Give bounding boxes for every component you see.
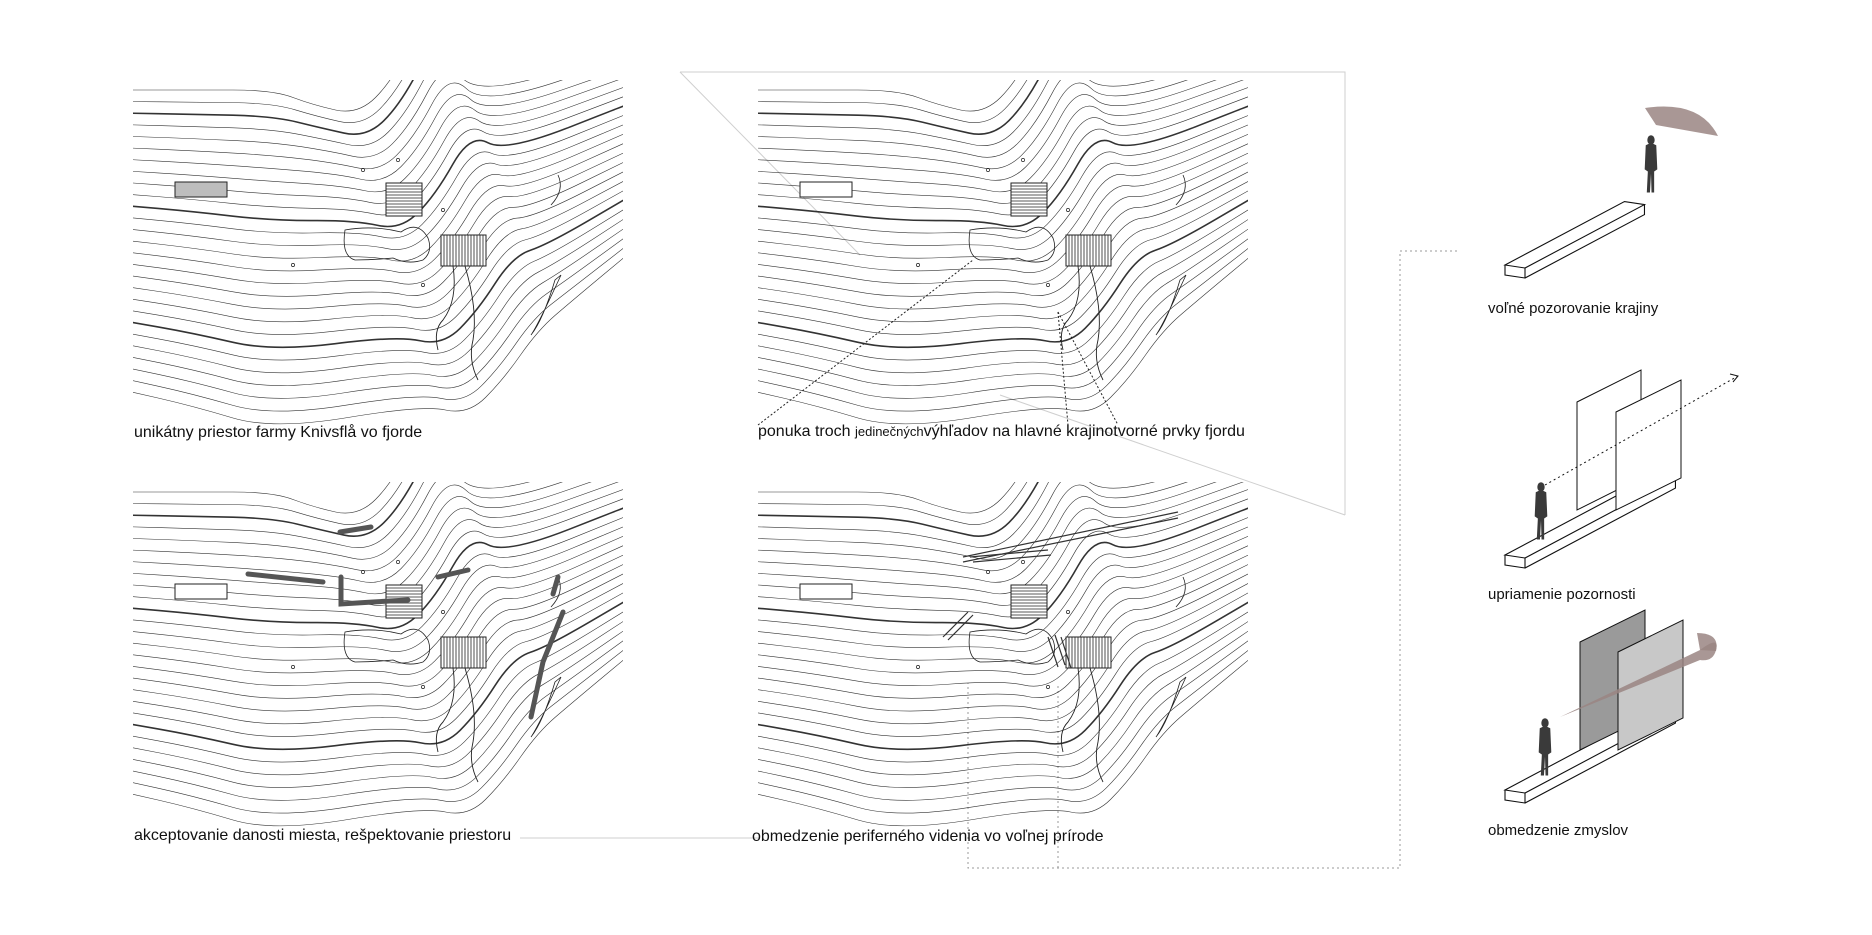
site-features bbox=[800, 158, 1186, 380]
hatched-building bbox=[1011, 585, 1047, 618]
contour-line bbox=[123, 195, 633, 348]
terrain-dot bbox=[396, 560, 399, 563]
view-1-caption: voľné pozorovanie krajiny bbox=[1488, 300, 1659, 317]
perspective-focused-view bbox=[1505, 370, 1738, 568]
site-features bbox=[800, 560, 1186, 782]
contour-line bbox=[748, 504, 1258, 628]
terrain-dot bbox=[1046, 283, 1049, 286]
contour-line bbox=[748, 587, 1258, 736]
contour-line bbox=[748, 185, 1258, 334]
rock-outline bbox=[1176, 577, 1185, 607]
rock-outline bbox=[551, 175, 560, 205]
hatched-building bbox=[441, 235, 486, 266]
stream-line bbox=[1090, 668, 1103, 782]
contour-line bbox=[123, 19, 633, 122]
view-2-caption: upriamenie pozornosti bbox=[1488, 586, 1636, 603]
building-footprint bbox=[175, 584, 227, 599]
hatched-building bbox=[1011, 183, 1047, 216]
stream-line bbox=[436, 668, 454, 752]
contour-line bbox=[123, 634, 633, 801]
building-footprint bbox=[175, 182, 227, 197]
contour-line bbox=[123, 587, 633, 736]
contour-line bbox=[748, 195, 1258, 348]
terrain-dot bbox=[291, 263, 294, 266]
contour-line bbox=[123, 112, 633, 238]
view-lines bbox=[758, 260, 1118, 425]
framing-walls bbox=[1577, 370, 1681, 510]
person-silhouette bbox=[1645, 135, 1658, 192]
stream-line bbox=[436, 266, 454, 350]
contour-line bbox=[748, 28, 1258, 134]
contour-line bbox=[748, 652, 1258, 826]
contour-line bbox=[748, 10, 1258, 111]
map-3-caption: akceptovanie danosti miesta, rešpektovanie priestoru bbox=[134, 827, 512, 844]
perspective-free-view bbox=[1505, 107, 1718, 278]
site-features bbox=[175, 158, 561, 380]
contour-line bbox=[123, 241, 633, 411]
contour-line bbox=[748, 75, 1258, 192]
stream-line bbox=[1061, 668, 1079, 752]
contour-line bbox=[123, 185, 633, 334]
contour-line bbox=[748, 250, 1258, 424]
contour-line bbox=[748, 241, 1258, 411]
contour-line bbox=[123, 102, 633, 226]
contour-line bbox=[123, 597, 633, 750]
view-3-caption: obmedzenie zmyslov bbox=[1488, 822, 1629, 839]
site-features bbox=[175, 560, 561, 782]
contour-line bbox=[123, 430, 633, 536]
contour-line bbox=[748, 232, 1258, 399]
contour-line bbox=[123, 541, 633, 674]
contour-line bbox=[748, 102, 1258, 226]
stream-line bbox=[465, 266, 478, 380]
terrain-dot bbox=[421, 283, 424, 286]
terrain-dot bbox=[396, 158, 399, 161]
stream-line bbox=[1090, 266, 1103, 380]
contour-line bbox=[748, 56, 1258, 169]
contour-line bbox=[123, 232, 633, 399]
terrain-dot bbox=[916, 665, 919, 668]
person-silhouette bbox=[1535, 482, 1548, 539]
perspective-limited-view bbox=[1505, 610, 1717, 803]
contour-line bbox=[748, 597, 1258, 750]
contour-line bbox=[748, 19, 1258, 122]
contour-line bbox=[123, 56, 633, 169]
contour-line bbox=[748, 643, 1258, 813]
rock-outline bbox=[1156, 677, 1186, 737]
map-1-caption: unikátny priestor farmy Knivsflå vo fjorde bbox=[134, 424, 423, 441]
contour-line bbox=[123, 139, 633, 272]
hatched-building bbox=[441, 637, 486, 668]
rock-outline bbox=[1156, 275, 1186, 335]
hatched-building bbox=[1066, 637, 1111, 668]
contour-line bbox=[748, 477, 1258, 594]
rock-outline bbox=[531, 275, 561, 335]
contour-line bbox=[748, 634, 1258, 801]
contour-line bbox=[123, 75, 633, 192]
contour-line bbox=[123, 28, 633, 134]
contour-lines bbox=[748, 412, 1258, 826]
stream-line bbox=[465, 668, 478, 782]
dotted-connectors bbox=[968, 251, 1457, 868]
rock-outline bbox=[1176, 175, 1185, 205]
map-2-caption: ponuka troch jedinečnýchvýhľadov na hlavné krajinotvorné prvky fjordu bbox=[758, 423, 1245, 440]
contour-line bbox=[123, 10, 633, 111]
contour-line bbox=[123, 652, 633, 826]
contour-lines bbox=[123, 412, 633, 826]
screen-walls bbox=[1580, 610, 1683, 750]
stream-line bbox=[1061, 266, 1079, 350]
site-plan-map-3 bbox=[123, 412, 633, 826]
contour-line bbox=[748, 430, 1258, 536]
view-fan bbox=[1697, 633, 1717, 651]
terrain-dot bbox=[291, 665, 294, 668]
view-fan bbox=[1645, 107, 1718, 136]
contour-lines bbox=[123, 10, 633, 424]
terrain-dot bbox=[1066, 610, 1069, 613]
site-plan-map-4 bbox=[748, 412, 1258, 826]
terrain-dot bbox=[1021, 560, 1024, 563]
contour-line bbox=[748, 514, 1258, 640]
contour-line bbox=[123, 458, 633, 571]
contour-line bbox=[123, 504, 633, 628]
hatched-building bbox=[1066, 235, 1111, 266]
platform-slab bbox=[1505, 202, 1644, 278]
map-4-caption: obmedzenie periferného videnia vo voľnej prírode bbox=[752, 828, 1104, 845]
terrain-dot bbox=[1046, 685, 1049, 688]
terrain-dot bbox=[421, 685, 424, 688]
building-footprint bbox=[800, 182, 852, 197]
terrain-dot bbox=[441, 610, 444, 613]
site-plan-map-1 bbox=[123, 10, 633, 424]
building-footprint bbox=[800, 584, 852, 599]
contour-line bbox=[123, 250, 633, 424]
contour-line bbox=[123, 643, 633, 813]
arrow-icon bbox=[1730, 374, 1738, 382]
contour-line bbox=[748, 139, 1258, 272]
terrain-dot bbox=[1021, 158, 1024, 161]
terrain-dot bbox=[441, 208, 444, 211]
terrain-dot bbox=[1066, 208, 1069, 211]
terrain-dot bbox=[916, 263, 919, 266]
hatched-building bbox=[386, 183, 422, 216]
contour-line bbox=[748, 541, 1258, 674]
